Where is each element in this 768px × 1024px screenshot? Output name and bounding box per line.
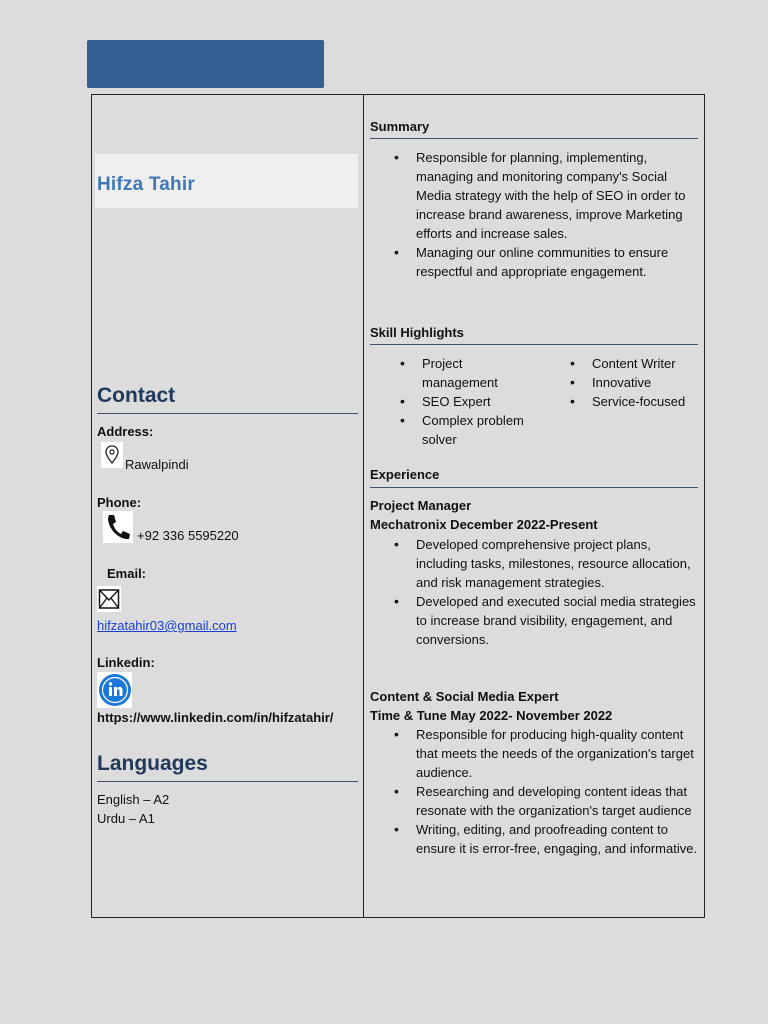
linkedin-url[interactable]: https://www.linkedin.com/in/hifzatahir/	[97, 710, 334, 725]
job-duty: • Developed comprehensive project plans, including tasks, milestones, resource allocation, and risk management strategies.	[394, 535, 698, 592]
contact-rule	[97, 413, 358, 414]
job-company: Mechatronix December 2022-Present	[370, 517, 598, 532]
job-duty: • Writing, editing, and proofreading content to ensure it is error-free, engaging, and informative.	[394, 820, 698, 858]
envelope-icon	[97, 586, 121, 612]
skill-item: • Innovative	[570, 373, 698, 392]
skill-item: • Project management	[400, 354, 540, 392]
phone-icon	[103, 511, 133, 543]
skills-heading: Skill Highlights	[370, 325, 464, 340]
experience-heading: Experience	[370, 467, 440, 482]
languages-heading: Languages	[97, 752, 208, 775]
languages-rule	[97, 781, 358, 782]
skills-list-right	[570, 354, 698, 411]
skill-item: • SEO Expert	[400, 392, 540, 411]
job-title: Content & Social Media Expert	[370, 689, 559, 704]
summary-item: • Managing our online communities to ensure respectful and appropriate engagement.	[394, 243, 698, 281]
linkedin-icon[interactable]	[97, 672, 132, 708]
address-label: Address:	[97, 424, 154, 439]
candidate-name: Hifza Tahir	[97, 174, 195, 195]
job-duty: • Responsible for producing high-quality content that meets the needs of the organization's target audience.	[394, 725, 698, 782]
job-duty: • Developed and executed social media strategies to increase brand visibility, engagement, and conversions.	[394, 592, 698, 649]
language-item: Urdu – A1	[97, 811, 155, 826]
column-divider	[363, 94, 364, 918]
job-company: Time & Tune May 2022- November 2022	[370, 708, 613, 723]
location-pin-icon	[101, 442, 123, 468]
skills-list-left	[400, 354, 540, 449]
email-link[interactable]: hifzatahir03@gmail.com	[97, 618, 237, 633]
job-title: Project Manager	[370, 498, 472, 513]
linkedin-label: Linkedin:	[97, 655, 155, 670]
phone-value: +92 336 5595220	[137, 528, 239, 543]
summary-heading: Summary	[370, 119, 430, 134]
skill-item: • Content Writer	[570, 354, 698, 373]
contact-heading: Contact	[97, 384, 176, 407]
header-bar	[87, 40, 324, 88]
address-value: Rawalpindi	[125, 457, 189, 472]
language-item: English – A2	[97, 792, 170, 807]
phone-label: Phone:	[97, 495, 142, 510]
skill-item: • Complex problem solver	[400, 411, 540, 449]
email-label: Email:	[107, 566, 147, 581]
summary-item: • Responsible for planning, implementing, managing and monitoring company's Social Media strategy with the help of SEO in order to increase brand awareness, improve Marketing efforts and increase sales.	[394, 148, 698, 243]
skill-item: • Service-focused	[570, 392, 698, 411]
summary-list	[394, 148, 698, 281]
job-duties-list	[394, 535, 698, 649]
job-duty: • Researching and developing content ideas that resonate with the organization's target audience	[394, 782, 698, 820]
summary-rule	[370, 138, 698, 139]
experience-rule	[370, 487, 698, 488]
skills-rule	[370, 344, 698, 345]
job-duties-list	[394, 725, 698, 858]
